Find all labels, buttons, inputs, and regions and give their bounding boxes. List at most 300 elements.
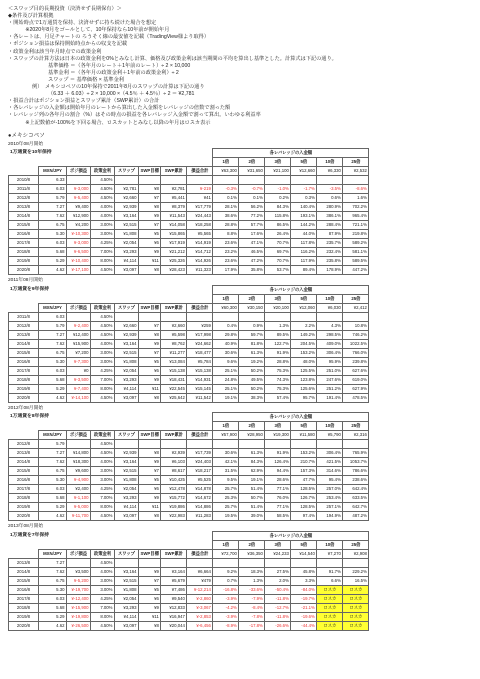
table-cell: 91.9% bbox=[265, 348, 291, 357]
table-cell: ¥2,660 bbox=[115, 321, 139, 330]
table-cell: 1022.5% bbox=[343, 339, 369, 348]
table-cell: ¥-11,700 bbox=[67, 512, 91, 521]
table-cell: 386.1% bbox=[317, 212, 343, 221]
table-row bbox=[9, 366, 369, 375]
deposit-cell: ¥12,060 bbox=[291, 303, 317, 312]
row-date: 2010/8 bbox=[9, 176, 39, 185]
table-cell: 19.1% bbox=[239, 476, 265, 485]
table-cell: ¥479 bbox=[187, 576, 213, 585]
table-cell: 447.2% bbox=[343, 266, 369, 275]
table-cell: 487.2% bbox=[343, 512, 369, 521]
column-header: SWP累計 bbox=[161, 303, 187, 312]
table-cell: 4.50% bbox=[91, 449, 115, 458]
table-cell: -12.7% bbox=[265, 603, 291, 612]
table-cell: 247.6% bbox=[317, 375, 343, 384]
table-cell: 4.50% bbox=[91, 185, 115, 194]
table-cell: 44.0% bbox=[291, 230, 317, 239]
table-holding-label: 1万通貨を8年保持 bbox=[10, 414, 49, 420]
table-cell: 3.3% bbox=[291, 576, 317, 585]
row-date: 2016/8 bbox=[9, 476, 39, 485]
table-cell: 144.2% bbox=[291, 221, 317, 230]
table-cell bbox=[317, 440, 343, 449]
deposit-cell: ¥60,300 bbox=[213, 303, 239, 312]
table-cell: 5.68 bbox=[39, 248, 67, 257]
table-cell: 5.30 bbox=[39, 585, 67, 594]
table-row bbox=[9, 221, 369, 230]
table-cell: ¥17,779 bbox=[187, 203, 213, 212]
table-cell: 4.25% bbox=[91, 366, 115, 375]
table-cell: ¥14,878 bbox=[187, 485, 213, 494]
section-title: ●メキシコペソ bbox=[8, 132, 45, 139]
table-cell: ¥2,939 bbox=[115, 449, 139, 458]
table-cell: ¥-14,100 bbox=[67, 393, 91, 402]
table-cell: 702.2% bbox=[343, 203, 369, 212]
table-cell: 116.2% bbox=[291, 248, 317, 257]
table-cell: ¥2,515 bbox=[115, 467, 139, 476]
table-cell: 7.27 bbox=[39, 558, 67, 567]
table-row bbox=[9, 266, 369, 275]
table-cell bbox=[187, 558, 213, 567]
table-cell: 57.4% bbox=[265, 393, 291, 402]
table-cell: 238.6% bbox=[343, 476, 369, 485]
table-cell: 4.50% bbox=[91, 194, 115, 203]
table-cell: ¥-219 bbox=[187, 185, 213, 194]
table-cell: ¥11 bbox=[139, 503, 161, 512]
table-cell bbox=[291, 312, 317, 321]
table-cell: 29.8% bbox=[213, 330, 239, 339]
table-cell: ¥-3,000 bbox=[67, 185, 91, 194]
column-header: スワップ bbox=[115, 431, 139, 440]
table-cell: ¥11 bbox=[139, 257, 161, 266]
table-cell: 194.9% bbox=[317, 512, 343, 521]
table-cell: 6.75 bbox=[39, 348, 67, 357]
table-cell: ¥17,998 bbox=[187, 330, 213, 339]
leverage-header: 5倍 bbox=[291, 422, 317, 431]
leverage-header: 2倍 bbox=[239, 158, 265, 167]
table-cell: ¥14,058 bbox=[161, 221, 187, 230]
table-cell: 7.62 bbox=[39, 567, 67, 576]
header-line: ・ポジション損益は保持開始時点からの収支を記載 bbox=[8, 41, 128, 48]
table-cell bbox=[115, 440, 139, 449]
table-cell: 91.7% bbox=[317, 567, 343, 576]
table-cell: 153.2% bbox=[291, 449, 317, 458]
table-cell: 409.0% bbox=[317, 339, 343, 348]
table-cell: ¥3,097 bbox=[115, 621, 139, 630]
table-cell: ¥18,477 bbox=[187, 348, 213, 357]
deposit-cell: ¥31,650 bbox=[239, 167, 265, 176]
column-header: 損益合計 bbox=[187, 303, 213, 312]
table-cell bbox=[239, 558, 265, 567]
table-cell bbox=[265, 312, 291, 321]
table-cell: ¥7 bbox=[139, 321, 161, 330]
table-cell: ¥11,542 bbox=[187, 393, 213, 402]
column-header: 政策金利 bbox=[91, 303, 115, 312]
table-cell: ¥5,441 bbox=[161, 194, 187, 203]
table-cell: 4.62 bbox=[39, 621, 67, 630]
row-date: 2020/8 bbox=[9, 512, 39, 521]
leverage-header: 3倍 bbox=[265, 422, 291, 431]
column-header: SWP累計 bbox=[161, 549, 187, 558]
table-cell: ¥12,900 bbox=[67, 212, 91, 221]
table-row bbox=[9, 485, 369, 494]
table-cell: ¥9,540 bbox=[161, 594, 187, 603]
table-row bbox=[9, 248, 369, 257]
table-cell: -8.6% bbox=[343, 185, 369, 194]
table-cell: 95.4% bbox=[317, 476, 343, 485]
table-cell: ¥-10,300 bbox=[67, 230, 91, 239]
deposit-cell: ¥11,580 bbox=[291, 431, 317, 440]
table-cell: 91.9% bbox=[265, 449, 291, 458]
table-cell: ¥3,164 bbox=[161, 567, 187, 576]
table-cell: ¥15,772 bbox=[161, 494, 187, 503]
table-cell: 30.6% bbox=[213, 348, 239, 357]
table-cell: 28.8% bbox=[213, 221, 239, 230]
column-header: 損益合計 bbox=[187, 431, 213, 440]
deposit-cell: ¥2,532 bbox=[343, 167, 369, 176]
row-date: 2011/8 bbox=[9, 312, 39, 321]
table-cell: ¥2,515 bbox=[115, 221, 139, 230]
table-cell: ¥10,425 bbox=[161, 476, 187, 485]
table-row bbox=[9, 449, 369, 458]
table-cell: 0.2% bbox=[265, 194, 291, 203]
table-cell: ¥6 bbox=[139, 485, 161, 494]
table-row bbox=[9, 375, 369, 384]
table-cell: 3.00% bbox=[91, 476, 115, 485]
table-cell: ¥9 bbox=[139, 248, 161, 257]
table-cell: ¥8,617 bbox=[161, 467, 187, 476]
table-cell bbox=[161, 176, 187, 185]
table-cell: 57.7% bbox=[239, 221, 265, 230]
leverage-header: 1倍 bbox=[213, 540, 239, 549]
table-cell: ¥4,200 bbox=[67, 221, 91, 230]
deposit-cell: ¥7,270 bbox=[317, 549, 343, 558]
swap-table-block bbox=[8, 278, 472, 403]
table-cell bbox=[67, 176, 91, 185]
column-header: ポジ損益 bbox=[67, 303, 91, 312]
table-cell: ¥7 bbox=[139, 348, 161, 357]
table-cell: 59.7% bbox=[239, 330, 265, 339]
deposit-cell: ¥20,100 bbox=[265, 303, 291, 312]
leverage-group-label: 各レバレッジの入金額 bbox=[213, 413, 369, 422]
table-cell: 3.00% bbox=[91, 467, 115, 476]
table-cell: -21.1% bbox=[291, 603, 317, 612]
table-cell: 38.6% bbox=[213, 212, 239, 221]
table-cell: 117.8% bbox=[291, 239, 317, 248]
table-cell: 40.9% bbox=[213, 339, 239, 348]
leverage-header: 25倍 bbox=[343, 158, 369, 167]
deposit-cell: ¥36,350 bbox=[239, 549, 265, 558]
table-cell: 7.27 bbox=[39, 449, 67, 458]
table-cell: 25.3% bbox=[213, 494, 239, 503]
table-cell: ロスカ bbox=[343, 594, 369, 603]
row-date: 2019/8 bbox=[9, 612, 39, 621]
table-cell: -1.7% bbox=[291, 185, 317, 194]
table-cell: ¥5,598 bbox=[161, 330, 187, 339]
table-cell: 74.3% bbox=[265, 375, 291, 384]
table-cell: 232.4% bbox=[317, 248, 343, 257]
table-row bbox=[9, 257, 369, 266]
table-cell: 25.1% bbox=[213, 384, 239, 393]
header-line: ※2020年8月をゴールとして、10年保持なら10年前が開始年月 bbox=[20, 27, 170, 34]
header-notes bbox=[8, 6, 472, 127]
column-header: SWP目標 bbox=[139, 167, 161, 176]
table-cell: 4.50% bbox=[91, 558, 115, 567]
table-cell: 251.2% bbox=[317, 384, 343, 393]
table-cell: 69.7% bbox=[265, 248, 291, 257]
leverage-header: 1倍 bbox=[213, 158, 239, 167]
leverage-header: 10倍 bbox=[317, 294, 343, 303]
table-cell: 23.2% bbox=[213, 248, 239, 257]
table-cell: ¥0 bbox=[67, 366, 91, 375]
header-line: 基準価格 ＝（各年月のレート＋1年前のレート）÷ 2 × 10,000 bbox=[48, 62, 191, 69]
table-cell: ¥2,781 bbox=[115, 185, 139, 194]
table-cell: ¥-6,500 bbox=[67, 248, 91, 257]
table-cell bbox=[213, 176, 239, 185]
table-cell: 47.7% bbox=[291, 476, 317, 485]
table-cell: -4.2% bbox=[213, 603, 239, 612]
row-date: 2011/8 bbox=[9, 185, 39, 194]
table-cell: 4.25% bbox=[91, 239, 115, 248]
table-cell: ¥14,926 bbox=[187, 257, 213, 266]
table-cell: ¥3,293 bbox=[115, 248, 139, 257]
table-cell: 35.8% bbox=[239, 266, 265, 275]
table-cell: 4.50% bbox=[91, 440, 115, 449]
leverage-header: 1倍 bbox=[213, 422, 239, 431]
table-cell: 1.6% bbox=[343, 194, 369, 203]
table-cell: 478.5% bbox=[343, 393, 369, 402]
table-cell: 7.62 bbox=[39, 212, 67, 221]
column-header: MXN/JPY bbox=[39, 303, 67, 312]
table-cell: 0.4% bbox=[213, 321, 239, 330]
deposit-cell: ¥24,233 bbox=[265, 549, 291, 558]
table-cell: 9.5% bbox=[213, 476, 239, 485]
table-cell: 38.3% bbox=[239, 393, 265, 402]
table-cell: ¥7 bbox=[139, 576, 161, 585]
deposit-cell: ¥21,100 bbox=[265, 167, 291, 176]
table-cell: ¥2,939 bbox=[161, 449, 187, 458]
table-cell: ¥3,164 bbox=[115, 339, 139, 348]
table-cell: 23.6% bbox=[213, 239, 239, 248]
row-date: 2018/8 bbox=[9, 248, 39, 257]
table-cell: 75.3% bbox=[265, 384, 291, 393]
table-cell: -16.8% bbox=[213, 585, 239, 594]
table-cell: ¥-6,456 bbox=[187, 621, 213, 630]
table-cell: ¥5,565 bbox=[187, 230, 213, 239]
table-cell: ¥-3,000 bbox=[67, 239, 91, 248]
row-date: 2014/8 bbox=[9, 212, 39, 221]
table-row bbox=[9, 503, 369, 512]
header-line: ・開始時点で1万通貨を保持、決済せずに持ち続けた場合を想定 bbox=[8, 20, 157, 27]
table-cell: 4.62 bbox=[39, 512, 67, 521]
table-cell: 3.00% bbox=[91, 348, 115, 357]
row-date: 2017/8 bbox=[9, 239, 39, 248]
table-cell: -50.4% bbox=[265, 585, 291, 594]
table-cell: ¥25,326 bbox=[161, 257, 187, 266]
table-cell: ¥11 bbox=[139, 612, 161, 621]
table-cell: 19.5% bbox=[213, 512, 239, 521]
table-cell: ¥-3,067 bbox=[187, 603, 213, 612]
table-row bbox=[9, 594, 369, 603]
table-cell: ¥5,679 bbox=[161, 576, 187, 585]
table-cell: ¥-19,700 bbox=[67, 585, 91, 594]
row-date: 2014/8 bbox=[9, 458, 39, 467]
table-cell: 257.0% bbox=[317, 485, 343, 494]
row-date: 2018/8 bbox=[9, 603, 39, 612]
header-line: ・政策金利は該当年月時点での政策金利 bbox=[8, 48, 102, 55]
column-header: 損益合計 bbox=[187, 167, 213, 176]
column-header: ポジ損益 bbox=[67, 167, 91, 176]
table-cell: 4.3% bbox=[317, 321, 343, 330]
table-cell: ¥3,097 bbox=[115, 512, 139, 521]
table-cell: 1053.7% bbox=[343, 458, 369, 467]
row-date: 2019/8 bbox=[9, 257, 39, 266]
table-cell: ¥18,217 bbox=[187, 467, 213, 476]
swap-table bbox=[8, 531, 369, 631]
leverage-header: 25倍 bbox=[343, 540, 369, 549]
table-cell: ¥-12,400 bbox=[67, 594, 91, 603]
table-cell bbox=[67, 558, 91, 567]
table-cell bbox=[115, 558, 139, 567]
table-cell: -1.0% bbox=[265, 185, 291, 194]
table-cell: 6.03 bbox=[39, 366, 67, 375]
table-cell: ¥2,660 bbox=[115, 194, 139, 203]
table-cell: ¥3,164 bbox=[115, 458, 139, 467]
table-cell: 4.62 bbox=[39, 393, 67, 402]
table-row bbox=[9, 458, 369, 467]
table-cell: 16.5% bbox=[343, 576, 369, 585]
table-cell: 306.4% bbox=[317, 348, 343, 357]
table-cell: ¥21,212 bbox=[161, 248, 187, 257]
table-cell: 49.5% bbox=[239, 375, 265, 384]
table-cell: -0.3% bbox=[213, 185, 239, 194]
table-cell: ¥-3,500 bbox=[67, 375, 91, 384]
table-cell: 4.50% bbox=[91, 176, 115, 185]
table-cell: 95.7% bbox=[291, 393, 317, 402]
table-cell: 421.5% bbox=[317, 458, 343, 467]
table-cell: ¥2,054 bbox=[115, 594, 139, 603]
table-row bbox=[9, 585, 369, 594]
table-cell bbox=[317, 176, 343, 185]
deposit-cell: ¥2,316 bbox=[343, 431, 369, 440]
table-cell: -7.8% bbox=[239, 612, 265, 621]
table-cell: ロスカ bbox=[317, 621, 343, 630]
table-cell: ¥6 bbox=[139, 366, 161, 375]
table-cell: 58.5% bbox=[265, 512, 291, 521]
table-cell: 0.1% bbox=[213, 194, 239, 203]
table-cell: ¥3,164 bbox=[115, 212, 139, 221]
table-row bbox=[9, 612, 369, 621]
table-cell bbox=[115, 176, 139, 185]
table-cell: ¥8 bbox=[139, 621, 161, 630]
table-cell: ¥11,543 bbox=[161, 212, 187, 221]
table-cell: ¥4,114 bbox=[115, 503, 139, 512]
table-cell: ¥12,400 bbox=[67, 330, 91, 339]
table-cell: ¥2,515 bbox=[115, 348, 139, 357]
column-header: スワップ bbox=[115, 549, 139, 558]
table-cell: 4.00% bbox=[91, 212, 115, 221]
swap-table bbox=[8, 285, 369, 403]
table-cell: 6.03 bbox=[39, 485, 67, 494]
swap-table bbox=[8, 148, 369, 275]
header-line: ・各レートは、月足チャートの ろうそく線の最安値を記載（TradingView様より取得） bbox=[8, 34, 210, 41]
table-cell: 581.1% bbox=[343, 248, 369, 257]
table-cell: ¥13,084 bbox=[161, 357, 187, 366]
deposit-cell: ¥63,300 bbox=[213, 167, 239, 176]
table-cell: 28.1% bbox=[213, 203, 239, 212]
table-cell: 2.0% bbox=[265, 576, 291, 585]
row-date: 2012/8 bbox=[9, 321, 39, 330]
table-cell bbox=[239, 176, 265, 185]
column-header: スワップ bbox=[115, 167, 139, 176]
header-line: 例） メキシコペソの10年保持で2011年8月のスワップの計算は下記の通り bbox=[32, 84, 205, 91]
swap-table bbox=[8, 412, 369, 521]
leverage-header: 10倍 bbox=[317, 540, 343, 549]
table-cell: 5.29 bbox=[39, 384, 67, 393]
table-cell: 51.4% bbox=[239, 485, 265, 494]
table-cell: ¥12,833 bbox=[161, 603, 187, 612]
table-cell: 4.50% bbox=[91, 321, 115, 330]
table-cell: ¥3,293 bbox=[115, 494, 139, 503]
table-cell: 48.0% bbox=[291, 357, 317, 366]
table-cell bbox=[139, 312, 161, 321]
table-row bbox=[9, 321, 369, 330]
table-start-label: 2010年08月開始 bbox=[8, 141, 44, 147]
table-cell: 42.1% bbox=[213, 458, 239, 467]
table-cell: ¥18,300 bbox=[67, 458, 91, 467]
table-cell: ¥3,164 bbox=[115, 567, 139, 576]
deposit-cell: ¥28,950 bbox=[239, 431, 265, 440]
table-cell: 26.4% bbox=[265, 230, 291, 239]
deposit-cell: ¥72,700 bbox=[213, 549, 239, 558]
table-cell: ¥6,103 bbox=[161, 458, 187, 467]
table-cell: ¥5 bbox=[139, 230, 161, 239]
table-cell: ¥-26,500 bbox=[67, 621, 91, 630]
table-cell bbox=[67, 312, 91, 321]
deposit-cell: ¥6,030 bbox=[317, 303, 343, 312]
row-date: 2017/8 bbox=[9, 366, 39, 375]
table-cell: 619.0% bbox=[343, 375, 369, 384]
table-cell: 765.9% bbox=[343, 449, 369, 458]
table-cell: 8.00% bbox=[91, 384, 115, 393]
table-cell: 19.2% bbox=[239, 357, 265, 366]
table-cell: ¥-2,853 bbox=[187, 612, 213, 621]
table-cell: 7.27 bbox=[39, 330, 67, 339]
table-cell: ¥9 bbox=[139, 458, 161, 467]
table-cell: 23.6% bbox=[213, 257, 239, 266]
deposit-cell: ¥19,300 bbox=[265, 431, 291, 440]
table-cell: ¥17,919 bbox=[161, 239, 187, 248]
table-cell: ¥3,293 bbox=[115, 375, 139, 384]
table-cell: 288.4% bbox=[317, 221, 343, 230]
table-cell: ¥8 bbox=[139, 330, 161, 339]
table-cell bbox=[317, 558, 343, 567]
row-date: 2016/8 bbox=[9, 230, 39, 239]
column-header: ポジ損益 bbox=[67, 431, 91, 440]
table-cell: ¥1,808 bbox=[115, 230, 139, 239]
table-cell: ¥8 bbox=[139, 393, 161, 402]
row-date: 2020/8 bbox=[9, 393, 39, 402]
table-cell: 70.7% bbox=[265, 257, 291, 266]
table-cell: 5.30 bbox=[39, 476, 67, 485]
table-cell: 125.5% bbox=[291, 366, 317, 375]
row-date: 2015/8 bbox=[9, 348, 39, 357]
table-cell: 17.9% bbox=[213, 266, 239, 275]
table-cell: 7.00% bbox=[91, 375, 115, 384]
table-cell: 204.5% bbox=[291, 339, 317, 348]
table-row bbox=[9, 576, 369, 585]
table-cell: -84.0% bbox=[291, 585, 317, 594]
table-cell bbox=[343, 558, 369, 567]
